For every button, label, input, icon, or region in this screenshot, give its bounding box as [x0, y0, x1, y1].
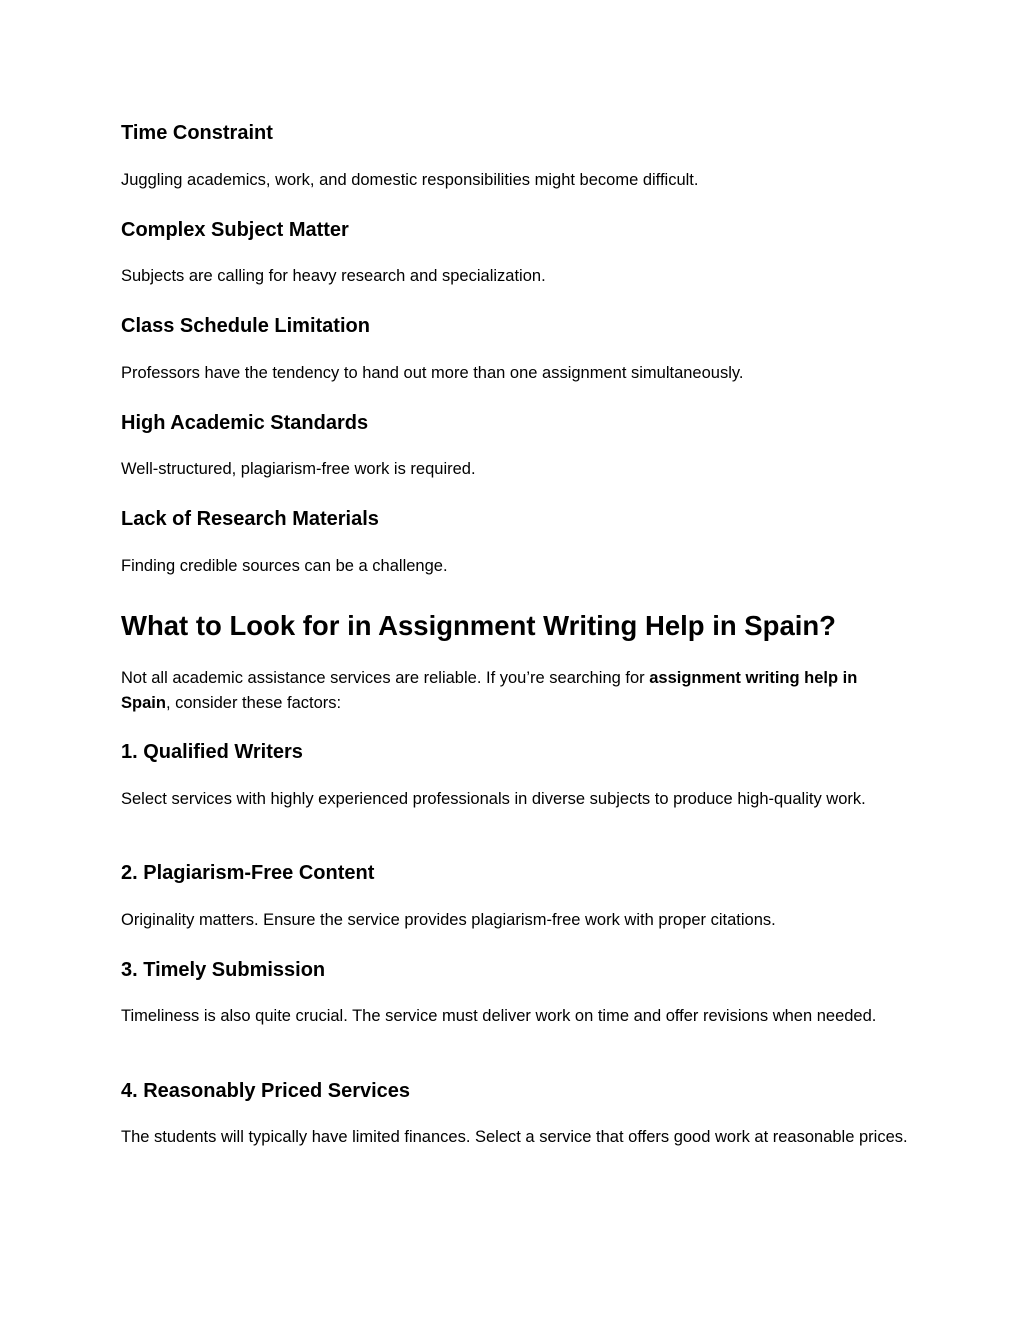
challenge-heading: Class Schedule Limitation	[121, 315, 370, 337]
section-intro	[121, 666, 911, 715]
challenge-heading: High Academic Standards	[121, 412, 369, 434]
challenge-heading: Lack of Research Materials	[121, 508, 379, 530]
factor-heading: 2. Plagiarism-Free Content	[121, 862, 375, 884]
challenge-heading: Time Constraint	[121, 122, 273, 144]
factor-body: Select services with highly experienced professionals in diverse subjects to produce high-quality work.	[121, 790, 866, 808]
challenge-body: Finding credible sources can be a challenge.	[121, 557, 448, 575]
factor-heading: 4. Reasonably Priced Services	[121, 1080, 411, 1102]
challenge-body: Juggling academics, work, and domestic responsibilities might become difficult.	[121, 171, 699, 189]
challenge-body: Professors have the tendency to hand out more than one assignment simultaneously.	[121, 364, 744, 382]
challenge-body: Well-structured, plagiarism-free work is required.	[121, 460, 476, 478]
intro-text-before: Not all academic assistance services are reliable. If you’re searching for	[121, 669, 650, 687]
factor-body: Timeliness is also quite crucial. The service must deliver work on time and offer revisions when needed.	[121, 1007, 877, 1025]
challenge-body: Subjects are calling for heavy research and specialization.	[121, 267, 546, 285]
intro-keyword: assignment writing help in Spain	[121, 669, 858, 712]
factor-heading: 1. Qualified Writers	[121, 741, 303, 763]
factor-body: Originality matters. Ensure the service provides plagiarism-free work with proper citations.	[121, 911, 776, 929]
intro-text-after: , consider these factors:	[165, 693, 342, 712]
section-title: What to Look for in Assignment Writing Help in Spain?	[121, 610, 836, 641]
factor-body: The students will typically have limited finances. Select a service that offers good work at reasonable prices.	[121, 1128, 908, 1146]
factor-heading: 3. Timely Submission	[121, 959, 326, 981]
challenge-heading: Complex Subject Matter	[121, 219, 349, 241]
